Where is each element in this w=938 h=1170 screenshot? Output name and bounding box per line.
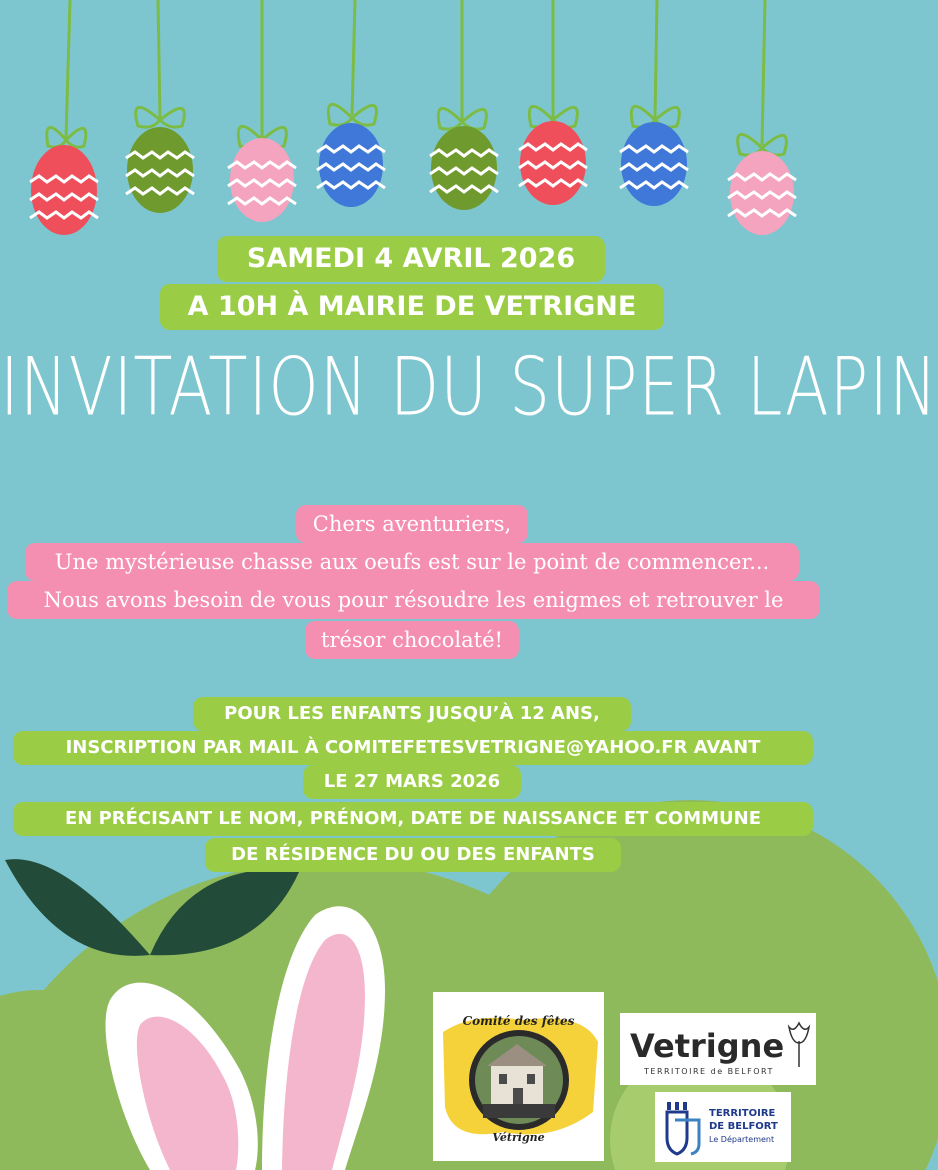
vetrigne-name: Vetrigne	[630, 1027, 785, 1065]
comite-bottom-text: Vétrigne	[492, 1131, 545, 1144]
territoire-line-1: TERRITOIRE	[709, 1108, 776, 1119]
info-line-3: LE 27 MARS 2026	[303, 765, 521, 799]
egg-red	[30, 0, 98, 235]
poster-title: INVITATION DU SUPER LAPIN	[0, 342, 938, 435]
tulip-icon	[784, 1019, 814, 1069]
message-line-2: Une mystérieuse chasse aux oeufs est sur le point de commencer...	[25, 543, 799, 581]
message-line-3: Nous avons besoin de vous pour résoudre les enigmes et retrouver le	[7, 581, 820, 619]
egg-red	[519, 0, 587, 205]
message-line-1: Chers aventuriers,	[296, 505, 528, 543]
info-line-1: POUR LES ENFANTS JUSQU’À 12 ANS,	[193, 697, 631, 731]
territoire-line-2: DE BELFORT	[709, 1121, 778, 1132]
info-line-5: DE RÉSIDENCE DU OU DES ENFANTS	[205, 838, 621, 872]
territoire-de-belfort-logo	[655, 1092, 791, 1162]
vetrigne-subtitle: TERRITOIRE de BELFORT	[644, 1067, 774, 1076]
egg-blue	[620, 0, 688, 206]
territoire-emblem-icon	[663, 1098, 707, 1156]
egg-green	[430, 0, 498, 210]
egg-blue	[317, 0, 385, 207]
egg-pink	[728, 0, 796, 235]
egg-pink	[228, 0, 296, 222]
territoire-line-3: Le Département	[709, 1135, 775, 1144]
comite-top-text: Comité des fêtes	[462, 1014, 575, 1028]
message-line-4: trésor chocolaté!	[305, 621, 519, 659]
info-line-2: INSCRIPTION PAR MAIL À COMITEFETESVETRIGNE@YAHOO.FR AVANT	[13, 731, 813, 765]
info-line-4: EN PRÉCISANT LE NOM, PRÉNOM, DATE DE NAISSANCE ET COMMUNE	[13, 802, 813, 836]
time-place-band: A 10H À MAIRIE DE VETRIGNE	[160, 284, 664, 330]
hanging-eggs	[0, 0, 827, 260]
vetrigne-logo	[620, 1013, 816, 1085]
date-band: SAMEDI 4 AVRIL 2026	[217, 236, 605, 282]
leaf-left	[5, 859, 150, 956]
comite-des-fetes-logo	[433, 992, 604, 1161]
egg-green	[126, 0, 194, 213]
